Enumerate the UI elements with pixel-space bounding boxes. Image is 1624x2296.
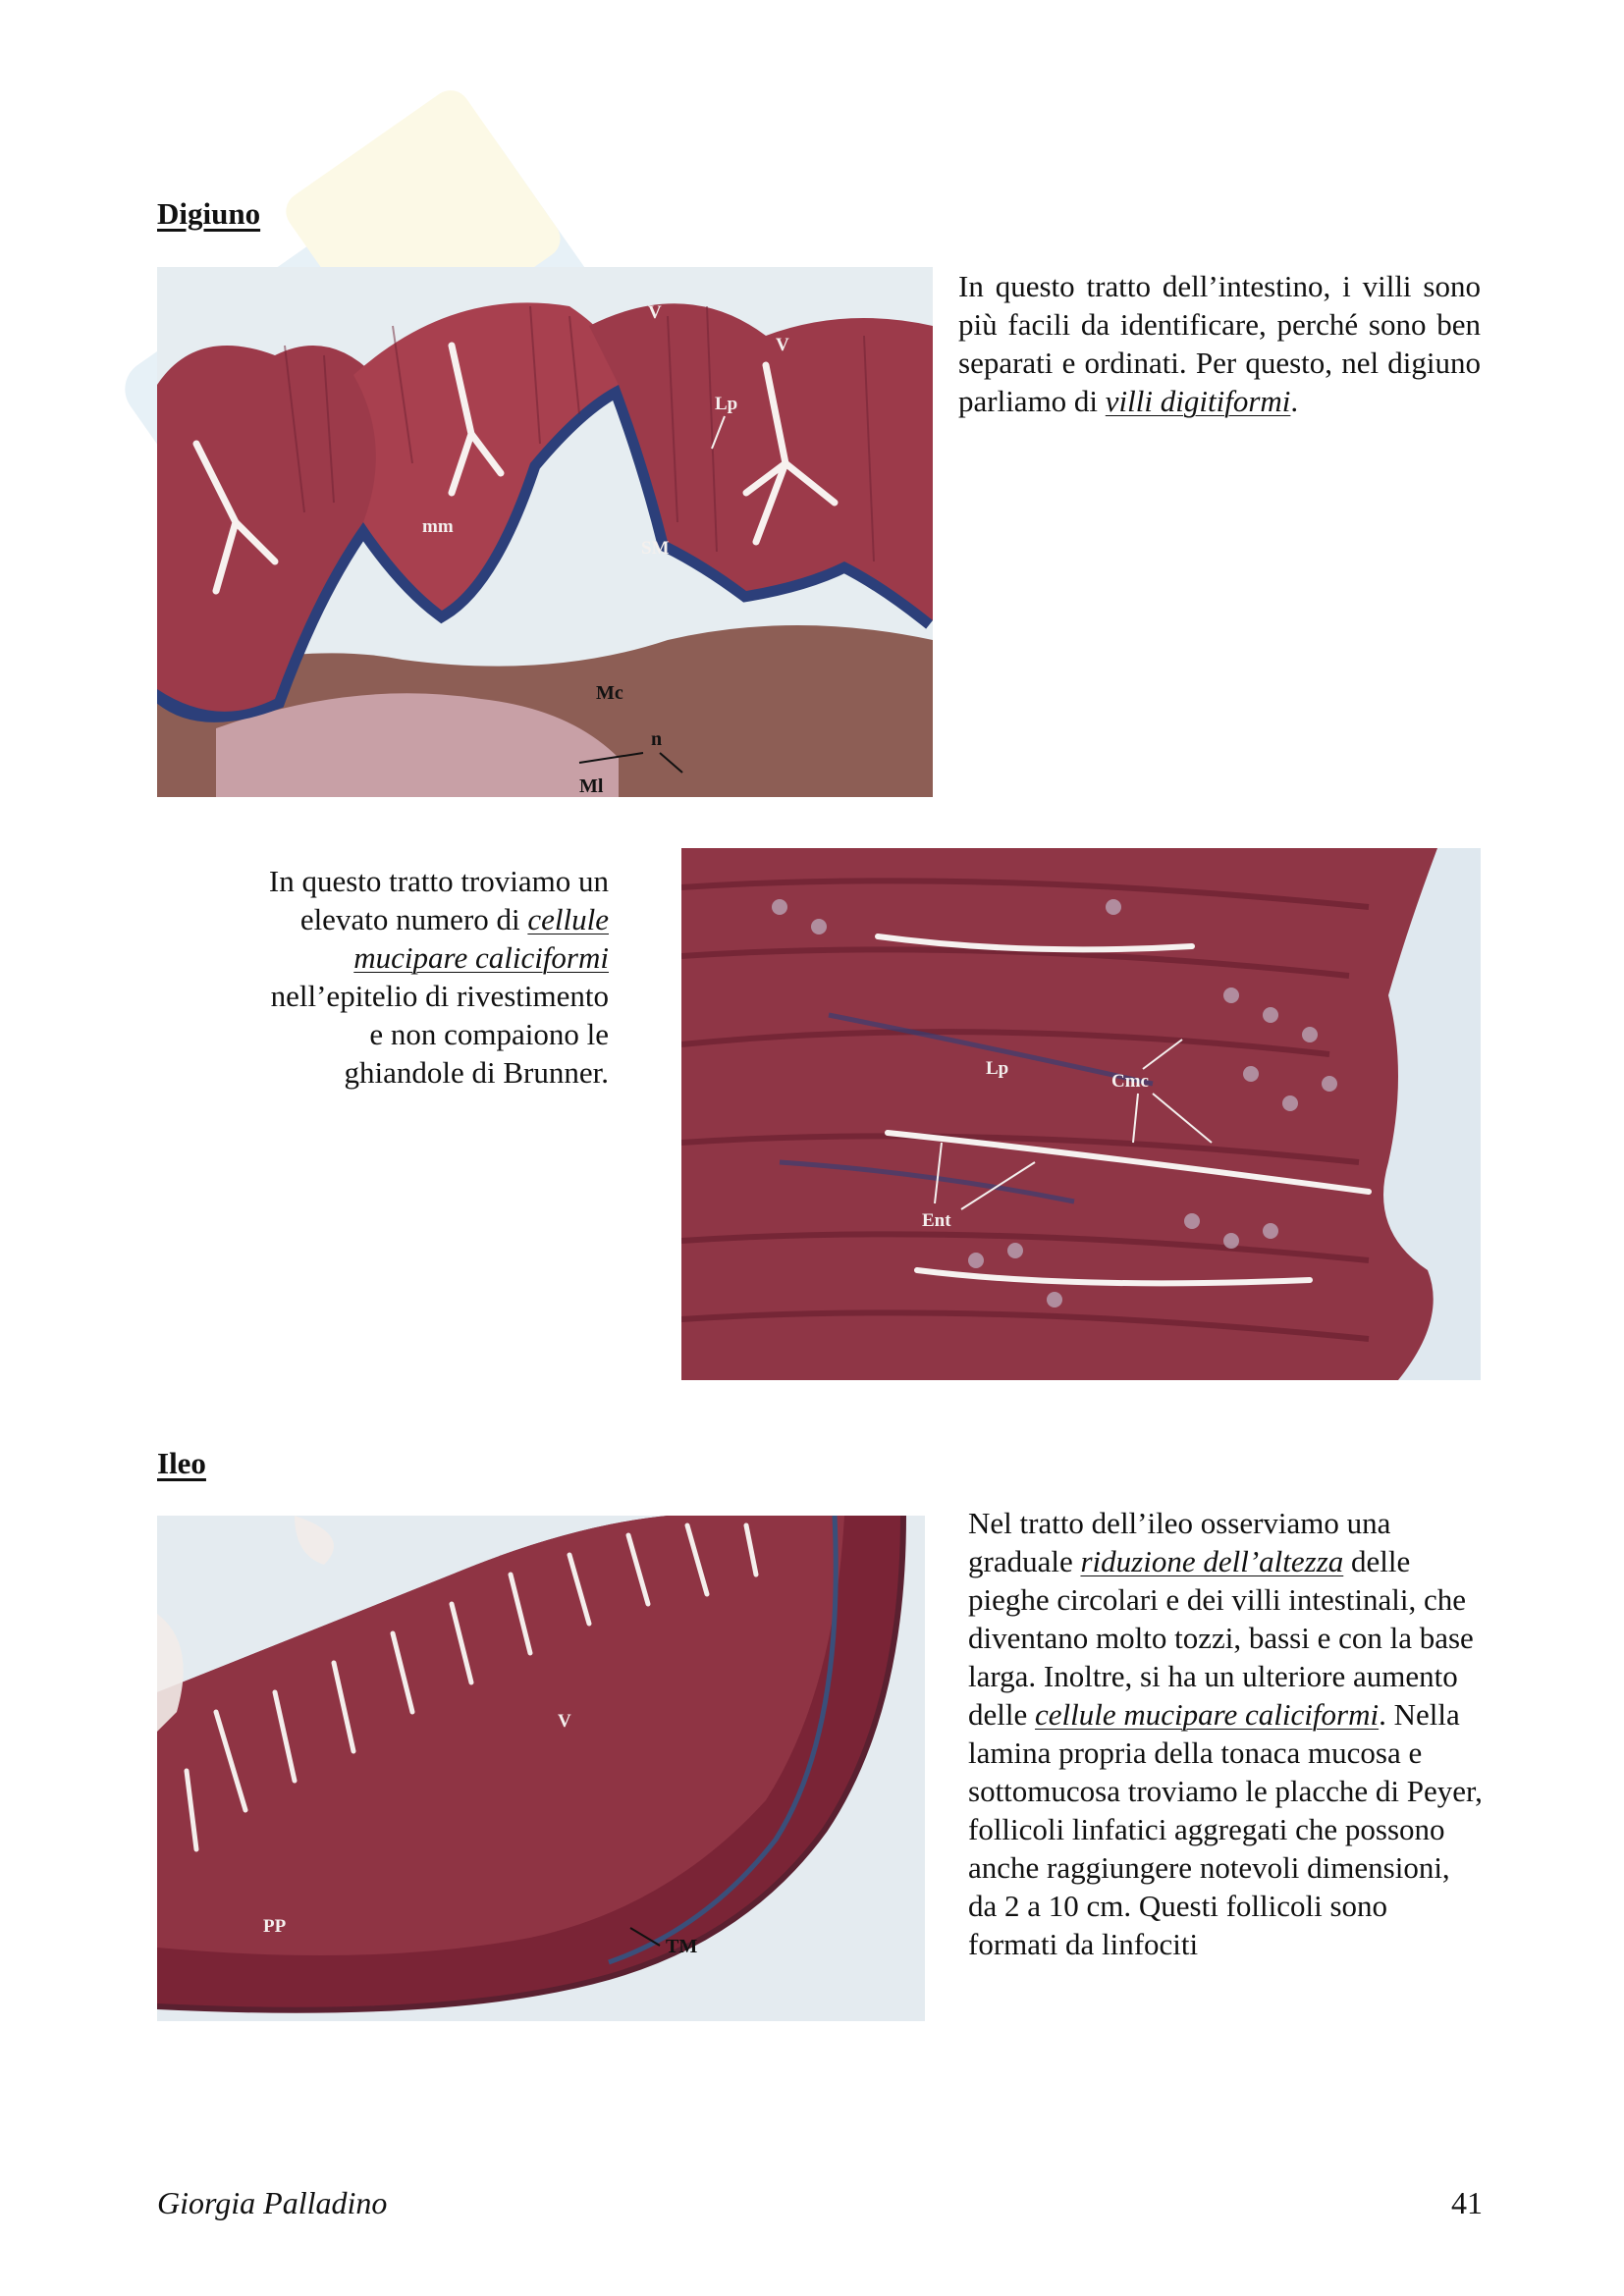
- label-mc: Mc: [596, 682, 623, 704]
- figure-ileum: [157, 1516, 925, 2021]
- label-ml: Ml: [579, 775, 604, 797]
- para1-text-after: .: [1290, 384, 1299, 418]
- footer-author: Giorgia Palladino: [157, 2185, 388, 2220]
- footer-page-number: 41: [1451, 2185, 1483, 2220]
- ileo-text-1: Nel tratto dell’ileo osserviamo una graduale: [968, 1506, 1391, 1578]
- figure-epithelium-svg: [681, 848, 1481, 1380]
- para2-text-before: In questo tratto troviamo un elevato numero di: [268, 864, 609, 936]
- label-lp-2: Lp: [986, 1058, 1009, 1079]
- label-mm: mm: [422, 516, 454, 537]
- figure-ileum-svg: [157, 1516, 925, 2021]
- paragraph-ileo: [968, 1504, 1484, 1963]
- ileo-text-3: . Nella lamina propria della tonaca mucosa e sottomucosa troviamo le placche di Peyer, follicoli linfatici aggregati che possono anche raggiungere notevoli dimensioni, da 2 a 10 cm. Questi follicoli sono formati da linfociti: [968, 1697, 1483, 1961]
- label-v-1: V: [648, 302, 662, 323]
- para1-text-before: In questo tratto dell’intestino, i villi sono più facili da identificare, perché sono ben separati e ordinati. Per questo, nel digiuno parliamo di: [958, 269, 1481, 418]
- label-n: n: [651, 728, 663, 750]
- figure-jejunum-villi: [157, 267, 933, 797]
- figure-jejunum-svg: [157, 267, 933, 797]
- para1-emphasis-villi-digitiformi: villi digitiformi: [1105, 384, 1291, 418]
- label-pp: PP: [263, 1916, 287, 1937]
- label-cmc: Cmc: [1111, 1071, 1149, 1092]
- ileo-emphasis-riduzione: riduzione dell’altezza: [1080, 1544, 1344, 1578]
- label-v-2: V: [776, 335, 789, 355]
- paragraph-digiuno-villi: [958, 267, 1481, 420]
- label-ent: Ent: [922, 1210, 951, 1231]
- heading-ileo: Ileo: [157, 1446, 206, 1480]
- heading-digiuno: Digiuno: [157, 196, 261, 231]
- ileo-text-2: delle pieghe circolari e dei villi intestinali, che diventano molto tozzi, bassi e con la base larga. Inoltre, si ha un ulteriore aumento delle: [968, 1544, 1474, 1732]
- ileo-emphasis-cellule: cellule mucipare caliciformi: [1035, 1697, 1380, 1732]
- paragraph-digiuno-cellule: [265, 862, 609, 1092]
- label-sm: SM: [641, 538, 670, 559]
- label-lp: Lp: [715, 394, 738, 414]
- label-tm: TM: [666, 1936, 698, 1957]
- label-v-ileo: V: [558, 1711, 571, 1732]
- para2-text-after: nell’epitelio di rivestimento e non compaiono le ghiandole di Brunner.: [270, 979, 609, 1090]
- figure-jejunum-epithelium: [681, 848, 1481, 1380]
- para2-emphasis-cellule-mucipare: cellule mucipare caliciformi: [353, 902, 609, 975]
